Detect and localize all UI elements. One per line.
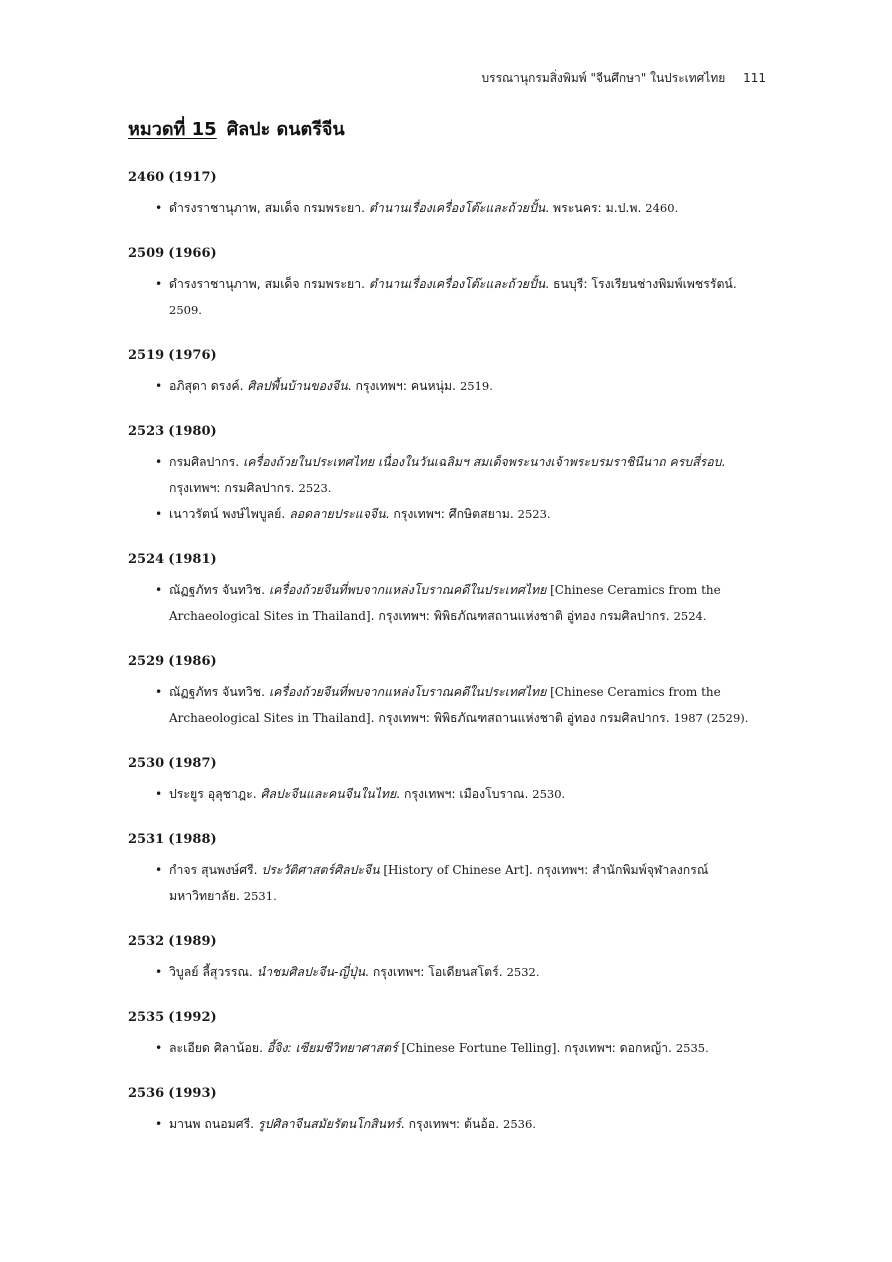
entry-publisher: . ธนบุรี: โรงเรียนช่างพิมพ์เพชรรัตน์. (545, 277, 737, 291)
bullet-icon: • (155, 1117, 163, 1131)
year-ce: (1987) (168, 756, 217, 771)
entry-list (128, 271, 768, 323)
year-heading (128, 1010, 217, 1025)
year-ce: (1917) (168, 170, 217, 185)
chapter-title (128, 114, 345, 143)
entry-english-title: [History of Chinese Art] (379, 863, 529, 877)
entry-year: 2536. (503, 1117, 536, 1131)
year-heading (128, 170, 217, 185)
year-heading (128, 934, 217, 949)
entry-year: 2532. (506, 965, 540, 979)
year-heading (128, 552, 217, 567)
entry-author: อภิสุดา ดรงค์. (169, 379, 248, 393)
bullet-icon: • (155, 863, 163, 877)
bullet-icon: • (155, 583, 163, 597)
page-number: 111 (743, 71, 766, 85)
entry-publisher: . พระนคร: ม.ป.พ. (545, 201, 646, 215)
entry-publisher: . กรุงเทพฯ: กรมศิลปากร. (169, 455, 726, 495)
entry-publisher: . กรุงเทพฯ: พิพิธภัณฑสถานแห่งชาติ อู่ทอง กรมศิลปากร. (370, 609, 674, 623)
year-be: 2524 (128, 552, 165, 567)
year-heading (128, 756, 217, 771)
entry-list (128, 781, 768, 807)
entry-english-title: [Chinese Fortune Telling] (397, 1041, 557, 1055)
bibliography-entry (127, 271, 768, 323)
entry-author: มานพ ถนอมศรี. (169, 1117, 259, 1131)
entry-list (128, 373, 768, 399)
entry-publisher: . กรุงเทพฯ: ศึกษิตสยาม. (385, 507, 518, 521)
entry-title: เครื่องถ้วยจีนที่พบจากแหล่งโบราณคดีในประเทศไทย (268, 685, 547, 699)
entry-title: เครื่องถ้วยจีนที่พบจากแหล่งโบราณคดีในประเทศไทย (268, 583, 547, 597)
entry-author: ดำรงราชานุภาพ, สมเด็จ กรมพระยา. (169, 201, 369, 215)
year-ce: (1986) (168, 654, 217, 669)
entry-author: กรมศิลปากร. (169, 455, 244, 469)
bibliography-entry (127, 959, 768, 985)
year-group (128, 654, 768, 756)
entry-year: 2530. (532, 787, 566, 801)
bullet-icon: • (155, 201, 163, 215)
bullet-icon: • (155, 455, 163, 469)
entry-list (128, 1111, 768, 1137)
bullet-icon: • (155, 787, 163, 801)
entry-list (128, 857, 768, 909)
entry-english-title: [Chinese Ceramics from the Archaeological Sites in Thailand] (169, 583, 721, 623)
bibliography-entries (128, 170, 768, 1162)
entry-author: ละเอียด ศิลาน้อย. (169, 1041, 267, 1055)
year-heading (128, 246, 217, 261)
entry-title: ศิลปะจีนและคนจีนในไทย (260, 787, 397, 801)
entry-title: ตำนานเรื่องเครื่องโต๊ะและถ้วยปั้น (368, 277, 546, 291)
year-be: 2536 (128, 1086, 165, 1101)
bullet-icon: • (155, 507, 163, 521)
entry-title: อี้จิง: เซียมซีวิทยาศาสตร์ (266, 1041, 398, 1055)
entry-author: ประยูร อุลุชาฎะ. (169, 787, 261, 801)
year-ce: (1980) (168, 424, 217, 439)
bullet-icon: • (155, 685, 163, 699)
year-be: 2519 (128, 348, 165, 363)
year-heading (128, 424, 217, 439)
year-group (128, 832, 768, 934)
entry-title: ตำนานเรื่องเครื่องโต๊ะและถ้วยปั้น (368, 201, 546, 215)
bibliography-entry (127, 449, 768, 501)
year-be: 2535 (128, 1010, 165, 1025)
entry-author: ดำรงราชานุภาพ, สมเด็จ กรมพระยา. (169, 277, 369, 291)
bibliography-entry (127, 577, 768, 629)
year-be: 2460 (128, 170, 165, 185)
entry-english-title: [Chinese Ceramics from the Archaeological Sites in Thailand] (169, 685, 721, 725)
entry-publisher: . กรุงเทพฯ: คนหนุ่ม. (347, 379, 460, 393)
year-be: 2532 (128, 934, 165, 949)
year-be: 2509 (128, 246, 165, 261)
entry-author: กำจร สุนพงษ์ศรี. (169, 863, 262, 877)
bullet-icon: • (155, 965, 163, 979)
entry-title: เครื่องถ้วยในประเทศไทย เนื่องในวันเฉลิมฯ สมเด็จพระนางเจ้าพระบรมราชินีนาถ ครบสี่รอบ (243, 455, 722, 469)
year-ce: (1988) (168, 832, 217, 847)
chapter-label: หมวดที่ 15 (128, 119, 217, 140)
year-group (128, 552, 768, 654)
bullet-icon: • (155, 1041, 163, 1055)
entry-year: 2509. (169, 303, 202, 317)
year-group (128, 348, 768, 424)
year-be: 2529 (128, 654, 165, 669)
year-heading (128, 348, 217, 363)
bibliography-entry (127, 1111, 768, 1137)
year-heading (128, 654, 217, 669)
entry-list (128, 449, 768, 527)
entry-year: 2535. (675, 1041, 709, 1055)
year-ce: (1981) (168, 552, 217, 567)
entry-year: 2519. (459, 379, 493, 393)
year-be: 2531 (128, 832, 165, 847)
entry-publisher: . กรุงเทพฯ: ดอกหญ้า. (556, 1041, 676, 1055)
entry-publisher: . กรุงเทพฯ: สำนักพิมพ์จุฬาลงกรณ์มหาวิทยาลัย. (169, 863, 709, 903)
entry-author: วิบูลย์ ลี้สุวรรณ. (169, 965, 257, 979)
year-group (128, 756, 768, 832)
bibliography-entry (127, 195, 768, 221)
entry-list (128, 679, 768, 731)
year-ce: (1989) (168, 934, 217, 949)
entry-list (128, 1035, 768, 1061)
bibliography-entry (127, 501, 768, 527)
running-title: บรรณานุกรมสิ่งพิมพ์ "จีนศึกษา" ในประเทศไทย (481, 71, 726, 85)
entry-year: 2523. (298, 481, 332, 495)
entry-list (128, 577, 768, 629)
entry-author: เนาวรัตน์ พงษ์ไพบูลย์. (169, 507, 290, 521)
entry-list (128, 195, 768, 221)
entry-year: 2523. (517, 507, 551, 521)
entry-publisher: . กรุงเทพฯ: ต้นอ้อ. (400, 1117, 504, 1131)
entry-publisher: . กรุงเทพฯ: พิพิธภัณฑสถานแห่งชาติ อู่ทอง กรมศิลปากร. (370, 711, 674, 725)
entry-list (128, 959, 768, 985)
entry-title: ลอดลายประแจจีน (289, 507, 386, 521)
entry-publisher: . กรุงเทพฯ: เมืองโบราณ. (396, 787, 533, 801)
year-group (128, 246, 768, 348)
year-ce: (1966) (168, 246, 217, 261)
year-ce: (1992) (168, 1010, 217, 1025)
bullet-icon: • (155, 277, 163, 291)
bibliography-entry (127, 373, 768, 399)
year-group (128, 170, 768, 246)
bullet-icon: • (155, 379, 163, 393)
entry-publisher: . กรุงเทพฯ: โอเดียนสโตร์. (365, 965, 507, 979)
chapter-name: ศิลปะ ดนตรีจีน (226, 119, 345, 140)
bibliography-entry (127, 781, 768, 807)
entry-title: ประวัติศาสตร์ศิลปะจีน (261, 863, 380, 877)
entry-author: ณัฏฐภัทร จันทวิช. (169, 685, 269, 699)
entry-year: 2531. (243, 889, 277, 903)
year-be: 2530 (128, 756, 165, 771)
bibliography-entry (127, 857, 768, 909)
year-heading (128, 832, 217, 847)
year-group (128, 934, 768, 1010)
entry-title: นำชมศิลปะจีน-ญี่ปุ่น (256, 965, 366, 979)
entry-title: รูปศิลาจีนสมัยรัตนโกสินทร์ (258, 1117, 401, 1131)
year-group (128, 1086, 768, 1162)
year-ce: (1976) (168, 348, 217, 363)
entry-title: ศิลปพื้นบ้านของจีน (247, 379, 348, 393)
running-header (482, 69, 766, 88)
year-be: 2523 (128, 424, 165, 439)
bibliography-entry (127, 1035, 768, 1061)
year-heading (128, 1086, 217, 1101)
bibliography-entry (127, 679, 768, 731)
year-ce: (1993) (168, 1086, 217, 1101)
entry-year: 2524. (673, 609, 707, 623)
year-group (128, 1010, 768, 1086)
entry-year: 1987 (2529). (673, 711, 749, 725)
entry-author: ณัฏฐภัทร จันทวิช. (169, 583, 269, 597)
entry-year: 2460. (645, 201, 679, 215)
year-group (128, 424, 768, 552)
